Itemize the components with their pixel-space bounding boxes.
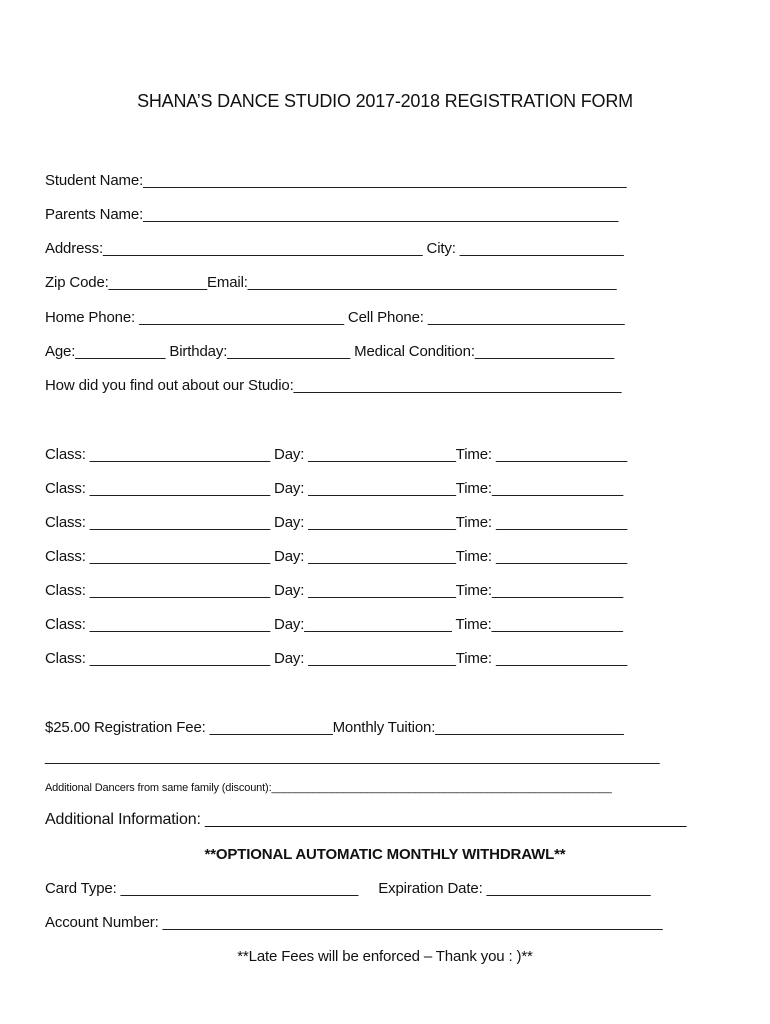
class-row[interactable]: Class: ______________________ Day:__________________ Time:________________	[45, 616, 623, 633]
withdrawal-heading: **OPTIONAL AUTOMATIC MONTHLY WITHDRAWL**	[204, 846, 566, 863]
additional-info-field[interactable]: Additional Information: _______________________________________________________	[45, 811, 687, 828]
account-number-field[interactable]: Account Number: _____________________________________________________________	[45, 914, 663, 931]
form-title: SHANA’S DANCE STUDIO 2017-2018 REGISTRATION FORM	[137, 91, 633, 111]
blank-line[interactable]: ___________________________________________________________________________	[45, 748, 660, 765]
student-name-field[interactable]: Student Name:___________________________________________________________	[45, 172, 627, 189]
class-row[interactable]: Class: ______________________ Day: __________________Time: ________________	[45, 548, 628, 565]
address-city-field[interactable]: Address:_______________________________________ City: ____________________	[45, 240, 624, 257]
zip-email-field[interactable]: Zip Code:____________Email:_____________________________________________	[45, 274, 617, 291]
class-row[interactable]: Class: ______________________ Day: __________________Time: ________________	[45, 514, 628, 531]
class-row[interactable]: Class: ______________________ Day: __________________Time:________________	[45, 480, 624, 497]
card-expiration-field[interactable]: Card Type: _____________________________ Expiration Date: ____________________	[45, 880, 651, 897]
registration-tuition-field[interactable]: $25.00 Registration Fee: _______________Monthly Tuition:_______________________	[45, 719, 624, 736]
age-birthday-medical-field[interactable]: Age:___________ Birthday:_______________ Medical Condition:_________________	[45, 343, 615, 360]
phones-field[interactable]: Home Phone: _________________________ Cell Phone: ________________________	[45, 309, 625, 326]
class-row[interactable]: Class: ______________________ Day: __________________Time:________________	[45, 582, 624, 599]
late-fees-notice: **Late Fees will be enforced – Thank you : )**	[237, 948, 533, 965]
parents-name-field[interactable]: Parents Name:__________________________________________________________	[45, 206, 619, 223]
class-row[interactable]: Class: ______________________ Day: __________________Time: ________________	[45, 446, 628, 463]
find-out-field[interactable]: How did you find out about our Studio:________________________________________	[45, 377, 622, 394]
class-row[interactable]: Class: ______________________ Day: __________________Time: ________________	[45, 650, 628, 667]
additional-dancers-field[interactable]: Additional Dancers from same family (discount):_________________________________________________________	[45, 782, 612, 794]
